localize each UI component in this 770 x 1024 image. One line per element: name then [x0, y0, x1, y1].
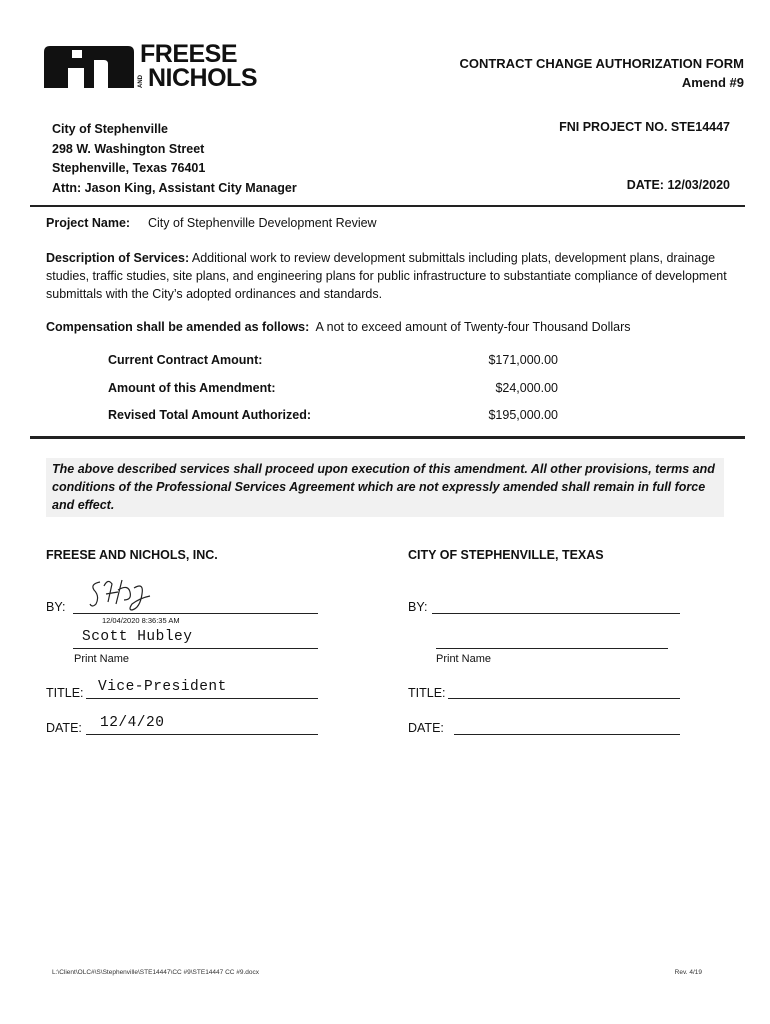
notice-paragraph: The above described services shall proceed upon execution of this amendment. All other provisions, terms and conditions of the Professional Services Agreement which are not expressly amended shall remain in full force and effect. [46, 458, 724, 517]
right-date-line[interactable] [454, 734, 680, 735]
amendment-number: Amend #9 [681, 75, 744, 90]
form-title: CONTRACT CHANGE AUTHORIZATION FORM [459, 56, 744, 71]
amount-row-amendment [108, 381, 558, 395]
right-date-label: DATE: [408, 721, 444, 735]
left-print-name-line [73, 648, 318, 649]
project-name-label: Project Name: [46, 216, 131, 230]
logo-text-nichols: NICHOLS [148, 64, 257, 92]
right-print-name-label: Print Name [436, 653, 492, 665]
signature-timestamp: 12/04/2020 8:36:35 AM [102, 616, 180, 625]
right-by-label: BY: [408, 600, 428, 614]
amount-row-revised-total [108, 408, 558, 422]
amount-value: $195,000.00 [488, 408, 558, 422]
divider-middle [30, 436, 745, 439]
client-street: 298 W. Washington Street [52, 141, 205, 156]
right-party-name: CITY OF STEPHENVILLE, TEXAS [408, 548, 604, 562]
footer-revision: Rev. 4/19 [674, 969, 702, 976]
left-title-line [86, 698, 318, 699]
right-title-label: TITLE: [408, 686, 446, 700]
logo-text-and: AND [138, 75, 144, 88]
amount-label: Amount of this Amendment: [108, 381, 276, 395]
description-of-services [46, 249, 731, 303]
compensation [46, 318, 631, 336]
left-date-label: DATE: [46, 721, 82, 735]
compensation-text: A not to exceed amount of Twenty-four Thousand Dollars [309, 320, 631, 334]
left-title-label: TITLE: [46, 686, 84, 700]
amount-row-current [108, 353, 558, 367]
right-title-line[interactable] [448, 698, 680, 699]
signature-scribble [88, 574, 168, 614]
client-attn: Attn: Jason King, Assistant City Manager [52, 180, 297, 195]
left-date-value: 12/4/20 [100, 715, 165, 731]
client-city: Stephenville, Texas 76401 [52, 161, 206, 175]
left-party-name: FREESE AND NICHOLS, INC. [46, 548, 218, 562]
left-title-value: Vice-President [98, 679, 227, 695]
logo-text-freese: FREESE [140, 40, 238, 68]
left-date-line [86, 734, 318, 735]
compensation-label: Compensation shall be amended as follows: [46, 320, 310, 334]
freese-nichols-logo [44, 42, 266, 92]
amount-value: $171,000.00 [488, 353, 558, 367]
client-name: City of Stephenville [52, 122, 168, 136]
left-print-name-label: Print Name [74, 653, 130, 665]
project-name-value: City of Stephenville Development Review [148, 216, 377, 230]
right-by-line[interactable] [432, 613, 680, 614]
left-by-label: BY: [46, 600, 66, 614]
left-print-name-value: Scott Hubley [82, 629, 193, 645]
header-date: DATE: 12/03/2020 [626, 178, 730, 192]
divider-top [30, 205, 745, 207]
description-text: Additional work to review development submittals including plats, development plans, drainage studies, traffic studies, site plans, and engineering plans for public infrastructure to substantiate compliance of development submittals with the City’s adopted ordinances and standards. [46, 251, 727, 301]
amount-label: Current Contract Amount: [108, 353, 263, 367]
form-header [459, 54, 744, 92]
right-print-name-line[interactable] [436, 648, 668, 649]
project-number: FNI PROJECT NO. STE14447 [559, 120, 730, 134]
description-label: Description of Services: [46, 251, 190, 265]
amount-value: $24,000.00 [495, 381, 558, 395]
footer-file-path: L:\Client\OLC#\S\Stephenville\STE14447\CC #9\STE14447 CC #9.docx [52, 969, 260, 976]
amount-label: Revised Total Amount Authorized: [108, 408, 312, 422]
client-address [52, 120, 297, 198]
left-by-line [73, 613, 318, 614]
